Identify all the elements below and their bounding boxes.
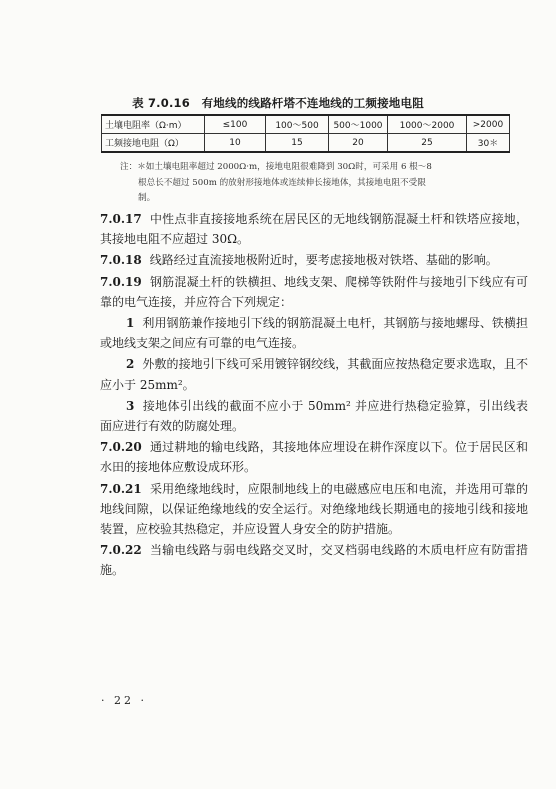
- list-item: [100, 396, 528, 436]
- list-item: [100, 313, 528, 353]
- clause-7-0-18: [100, 250, 528, 270]
- clause-7-0-17: [100, 209, 528, 249]
- item-text: 利用钢筋兼作接地引下线的钢筋混凝土电杆，其钢筋与接地螺母、铁横担或地线支架之间应有可靠的电气连接。: [100, 316, 528, 351]
- table-cell: 土壤电阻率（Ω·m）: [102, 115, 205, 134]
- page-number: · 22 ·: [101, 694, 147, 707]
- body-text: [100, 209, 528, 581]
- table-cell: 25: [388, 134, 467, 153]
- table-cell: 10: [205, 134, 266, 153]
- clause-7-0-19: [100, 272, 528, 312]
- item-number: 1: [126, 316, 135, 331]
- table-row: [102, 134, 510, 153]
- clause-text: 采用绝缘地线时，应限制地线上的电磁感应电压和电流，并选用可靠的地线间隙，以保证绝缘地线的安全运行。对绝缘地线长期通电的接地引线和接地装置，应校验其热稳定，并应设置人身安全的防护措施。: [100, 481, 528, 537]
- clause-text: 钢筋混凝土杆的铁横担、地线支架、爬梯等铁附件与接地引下线应有可靠的电气连接，并应符合下列规定：: [100, 274, 528, 309]
- table-cell: 100～500: [266, 115, 329, 134]
- table-cell: 500～1000: [329, 115, 388, 134]
- clause-7-0-20: [100, 437, 528, 477]
- table-cell: 工频接地电阻（Ω）: [102, 134, 205, 153]
- clause-number: 7.0.19: [100, 274, 142, 289]
- clause-7-0-22: [100, 540, 528, 580]
- note-line: 根总长不超过 500m 的放射形接地体或连续伸长接地体，其接地电阻不受限: [138, 177, 426, 188]
- item-number: 3: [126, 398, 135, 413]
- table-cell: 30＊: [467, 134, 510, 153]
- table-cell: 15: [266, 134, 329, 153]
- list-item: [100, 354, 528, 394]
- clause-7-0-21: [100, 479, 528, 540]
- resistance-table: [101, 114, 510, 153]
- table-row: [102, 115, 510, 134]
- item-text: 接地体引出线的截面不应小于 50mm² 并应进行热稳定验算，引出线表面应进行有效的防腐处理。: [100, 398, 528, 434]
- clause-text: 当输电线路与弱电线路交叉时，交叉档弱电线路的木质电杆应有防雷措施。: [100, 543, 528, 578]
- table-cell: ≤100: [205, 115, 266, 134]
- clause-text: 通过耕地的输电线路，其接地体应埋设在耕作深度以下。位于居民区和水田的接地体应敷设成环形。: [100, 440, 528, 475]
- table-note: [120, 160, 524, 207]
- clause-number: 7.0.20: [100, 440, 142, 455]
- table-cell: 1000～2000: [388, 115, 467, 134]
- clause-number: 7.0.18: [100, 253, 142, 268]
- clause-number: 7.0.21: [100, 481, 142, 496]
- table-cell: 20: [329, 134, 388, 153]
- note-line: 注：＊如土壤电阻率超过 2000Ω·m，接地电阻很难降到 30Ω时，可采用 6 根～8: [120, 162, 432, 172]
- table-cell: >2000: [467, 115, 510, 134]
- clause-text: 中性点非直接接地系统在居民区的无地线钢筋混凝土杆和铁塔应接地，其接地电阻不应超过 30Ω。: [100, 212, 528, 247]
- item-number: 2: [126, 357, 135, 372]
- item-text: 外敷的接地引下线可采用镀锌钢绞线，其截面应按热稳定要求选取，且不应小于 25mm²。: [100, 357, 528, 392]
- clause-number: 7.0.22: [100, 543, 142, 558]
- clause-text: 线路经过直流接地极附近时，要考虑接地极对铁塔、基础的影响。: [149, 253, 498, 268]
- clause-number: 7.0.17: [100, 212, 142, 226]
- table-title: 表 7.0.16 有地线的线路杆塔不连地线的工频接地电阻: [132, 96, 424, 110]
- note-line: 制。: [138, 193, 156, 203]
